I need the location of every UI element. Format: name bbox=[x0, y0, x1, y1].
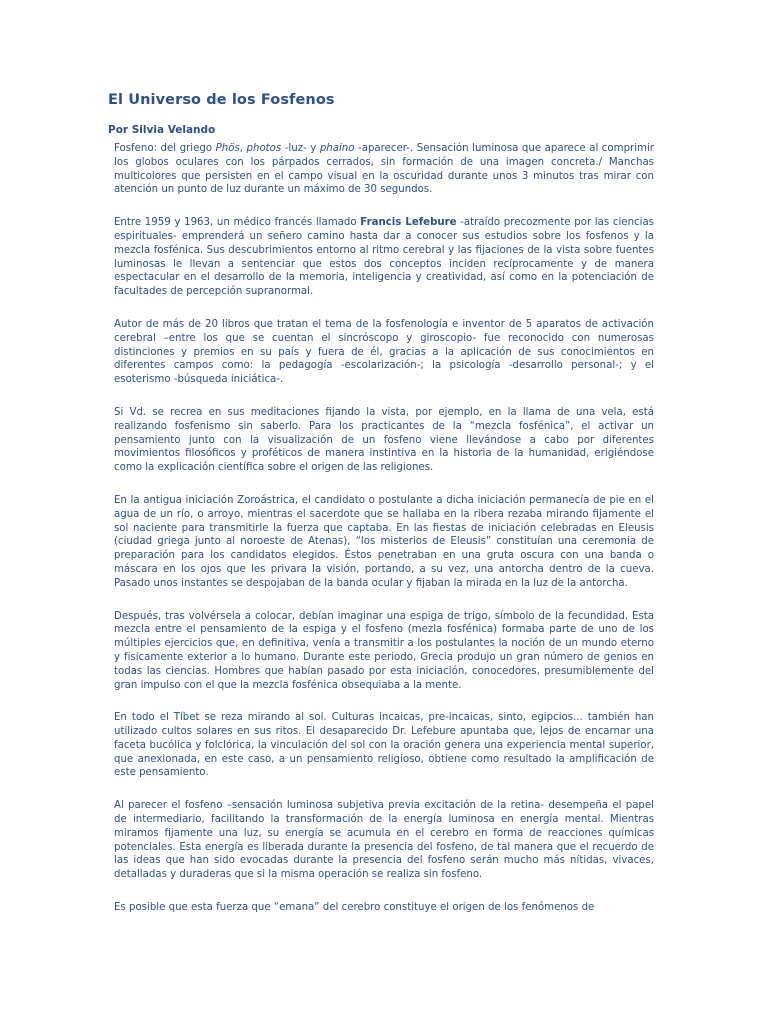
paragraph-text: -aparecer-. Sensación luminosa que aparece al comprimir los globos oculares con los párpados cerrados, sin formación de una imagen concreta./ Manchas multicolores que persisten en el campo visual en la oscuridad durante unos 3 minutos tras mirar con atención un punto de luz durante un máximo de 30 segundos. bbox=[114, 143, 654, 196]
article-paragraph bbox=[114, 901, 654, 915]
paragraph-text: Entre 1959 y 1963, un médico francés llamado bbox=[114, 217, 361, 229]
paragraph-text: -atraído precozmente por las ciencias espirituales- emprenderá un señero camino hasta dar a conocer sus estudios sobre los fosfenos y la mezcla fosfénica. Sus descubrimientos entorno al ritmo cerebral y las fijaciones de la vista sobre fuentes luminosas le llevan a sentenciar que estos dos conceptos inciden recíprocamente y de manera espectacular en el desarrollo de la memoria, inteligencia y creatividad, así como en la potenciación de facultades de percepción supranormal. bbox=[114, 217, 655, 298]
paragraph-text: Autor de más de 20 libros que tratan el tema de la fosfenología e inventor de 5 aparatos de activación cerebral –entre los que se cuentan el sincróscopo y giroscopio- fue reconocido con numerosas distinciones y premios en su país y fuera de él, gracias a la aplicación de sus conocimientos en diferentes campos como: la pedagogía -escolarización-; la psicología -desarrollo personal-; y el esoterismo -búsqueda iniciática-. bbox=[114, 318, 654, 386]
article-paragraph bbox=[114, 318, 654, 387]
article-paragraph bbox=[114, 799, 654, 882]
paragraph-text: , bbox=[239, 143, 247, 154]
paragraph-text: Fosfeno: del griego bbox=[114, 143, 216, 154]
article-paragraph bbox=[114, 711, 654, 780]
article-body bbox=[114, 142, 654, 934]
paragraph-text: Al parecer el fosfeno –sensación luminosa subjetiva previa excitación de la retina- desempeña el papel de intermediario, facilitando la transformación de la energía luminosa en energía mental. Mientras miramos fijamente una luz, su energía se acumula en el cerebro en forma de reacciones químicas potenciales. Esta energía es liberada durante la presencia del fosfeno, de tal manera que el recuerdo de las ideas que han sido evocadas durante la presencia del fosfeno serán mucho más nítidas, vivaces, detalladas y duraderas que si la misma operación se realiza sin fosfeno. bbox=[114, 800, 654, 881]
italic-term: phaino bbox=[319, 143, 355, 154]
article-paragraph bbox=[114, 406, 654, 475]
article-paragraph bbox=[114, 142, 654, 197]
article-paragraph bbox=[114, 216, 654, 299]
paragraph-text: -luz- y bbox=[281, 143, 320, 154]
article-paragraph bbox=[114, 494, 654, 591]
page-title: El Universo de los Fosfenos bbox=[108, 92, 335, 108]
bold-text: Francis Lefebure bbox=[360, 217, 457, 229]
paragraph-text: En la antigua iniciación Zoroástrica, el candidato o postulante a dicha iniciación permanecía de pie en el agua de un río, o arroyo, mientras el sacerdote que se hallaba en la ribera rezaba mirando fijamente el sol naciente para transmitirle la fuerza que captaba. En las fiestas de iniciación celebradas en Eleusis (ciudad griega junto al noroeste de Atenas), “los misterios de Eleusis” constituían una ceremonia de preparación para los candidatos elegidos. Éstos penetraban en una gruta oscura con una banda o máscara en los ojos que les privara la visión, portando, a su vez, una antorcha dentro de la cueva. Pasado unos instantes se despojaban de la banda ocular y fijaban la mirada en la luz de la antorcha. bbox=[114, 494, 654, 589]
italic-term: photos bbox=[246, 143, 282, 154]
italic-term: Phös bbox=[215, 143, 240, 154]
paragraph-text: Si Vd. se recrea en sus meditaciones fijando la vista, por ejemplo, en la llama de una vela, está realizando fosfenismo sin saberlo. Para los practicantes de la “mezcla fosfénica”, el activar un pensamiento junto con la visualización de un fosfeno viene llevándose a cabo por diferentes movimientos filosóficos y proféticos de manera instintiva en la historia de la humanidad, erigiéndose como la explicación científica sobre el origen de las religiones. bbox=[114, 406, 654, 474]
paragraph-text: En todo el Tíbet se reza mirando al sol. Culturas incaicas, pre-incaicas, sinto, egipcios... también han utilizado cultos solares en sus ritos. El desaparecido Dr. Lefebure apuntaba que, lejos de encarnar una faceta bucólica y folclórica, la vinculación del sol con la oración genera una experiencia mental superior, que anexionada, en este caso, a un pensamiento religioso, obtiene como resultado la amplificación de este pensamiento. bbox=[114, 712, 654, 779]
paragraph-text: Es posible que esta fuerza que “emana” del cerebro constituye el origen de los fenómenos de bbox=[114, 902, 595, 914]
author-byline: Por Silvia Velando bbox=[108, 124, 216, 136]
article-paragraph bbox=[114, 610, 654, 693]
paragraph-text: Después, tras volvérsela a colocar, debían imaginar una espiga de trigo, símbolo de la fecundidad. Esta mezcla entre el pensamiento de la espiga y el fosfeno (mezla fosfénica) formaba parte de uno de los múltiples ejercicios que, en definitiva, venía a transmitir a los postulantes la noción de un mundo eterno y físicamente exterior a lo humano. Durante este periodo, Grecia produjo un gran número de genios en todas las ciencias. Hombres que habían pasado por esta iniciación, conocedores, presumiblemente del gran impulso con el que la mezcla fosfénica obsequiaba a la mente. bbox=[114, 610, 654, 691]
